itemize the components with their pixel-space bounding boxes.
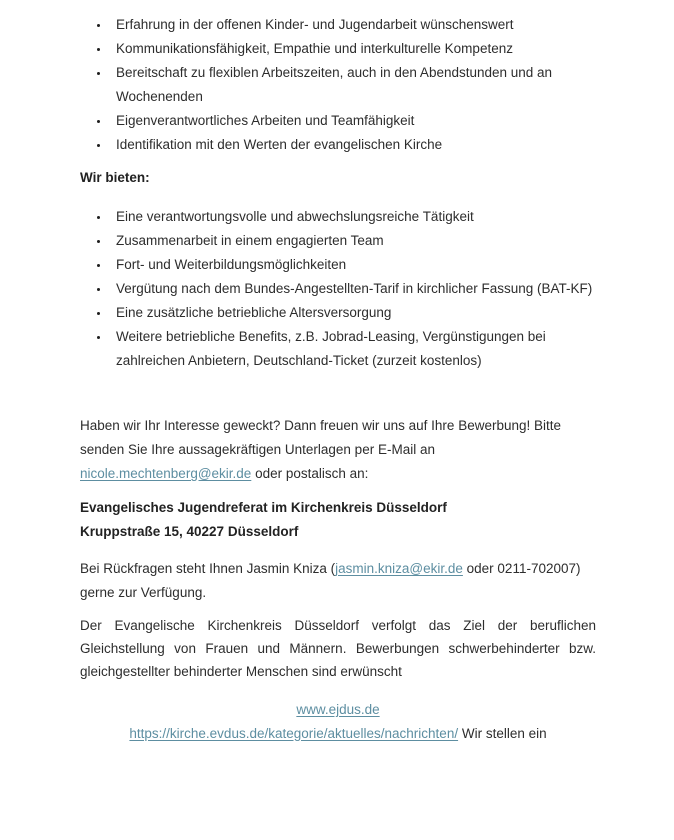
list-item: • Fort- und Weiterbildungsmöglichkeiten [110, 253, 596, 277]
footer-line-1 [80, 698, 596, 722]
offer-heading: Wir bieten: [80, 170, 150, 185]
requirements-list [80, 13, 596, 157]
list-item: • Eine zusätzliche betriebliche Altersversorgung [110, 301, 596, 325]
list-item: • Eigenverantwortliches Arbeiten und Teamfähigkeit [110, 109, 596, 133]
list-item: • Weitere betriebliche Benefits, z.B. Jobrad-Leasing, Vergünstigungen bei zahlreichen Anbietern, Deutschland-Ticket (zurzeit kostenlos) [110, 325, 596, 373]
email-link-nicole[interactable]: nicole.mechtenberg@ekir.de [80, 466, 252, 481]
address-line1: Evangelisches Jugendreferat im Kirchenkreis Düsseldorf [80, 500, 447, 515]
contact-paragraph [80, 557, 596, 605]
footer-links [80, 698, 596, 745]
list-item: • Zusammenarbeit in einem engagierten Team [110, 229, 596, 253]
list-item: • Vergütung nach dem Bundes-Angestellten-Tarif in kirchlicher Fassung (BAT-KF) [110, 277, 596, 301]
email-link-jasmin[interactable]: jasmin.kniza@ekir.de [335, 561, 463, 576]
list-item: • Eine verantwortungsvolle und abwechslungsreiche Tätigkeit [110, 205, 596, 229]
equality-paragraph: Der Evangelische Kirchenkreis Düsseldorf verfolgt das Ziel der beruflichen Gleichstellung von Frauen und Männern. Bewerbungen schwerbehinderter bzw. gleichgestellter behinderter Menschen sind erwünscht [80, 618, 596, 679]
contact-text-before: Bei Rückfragen steht Ihnen Jasmin Kniza ( [80, 561, 336, 576]
address-line2: Kruppstraße 15, 40227 Düsseldorf [80, 524, 299, 539]
list-item: • Kommunikationsfähigkeit, Empathie und interkulturelle Kompetenz [110, 37, 596, 61]
contact-text-after: oder 0211-702007) gerne zur Verfügung. [80, 561, 581, 600]
footer-line-2 [80, 722, 596, 746]
address-block [80, 496, 596, 544]
footer-suffix-text: Wir stellen ein [458, 725, 547, 741]
list-item: • Erfahrung in der offenen Kinder- und Jugendarbeit wünschenswert [110, 13, 596, 37]
news-link[interactable]: https://kirche.evdus.de/kategorie/aktuelles/nachrichten/ [129, 725, 459, 741]
list-item: • Identifikation mit den Werten der evangelischen Kirche [110, 133, 596, 157]
list-item: • Bereitschaft zu flexiblen Arbeitszeiten, auch in den Abendstunden und an Wochenenden [110, 61, 596, 109]
offer-list [80, 205, 596, 373]
application-text-after: oder postalisch an: [251, 466, 369, 481]
application-paragraph [80, 414, 596, 486]
application-text-before: Haben wir Ihr Interesse geweckt? Dann freuen wir uns auf Ihre Bewerbung! Bitte senden Sie Ihre aussagekräftigen Unterlagen per E-Mail an [80, 418, 562, 457]
website-link[interactable]: www.ejdus.de [296, 702, 380, 717]
